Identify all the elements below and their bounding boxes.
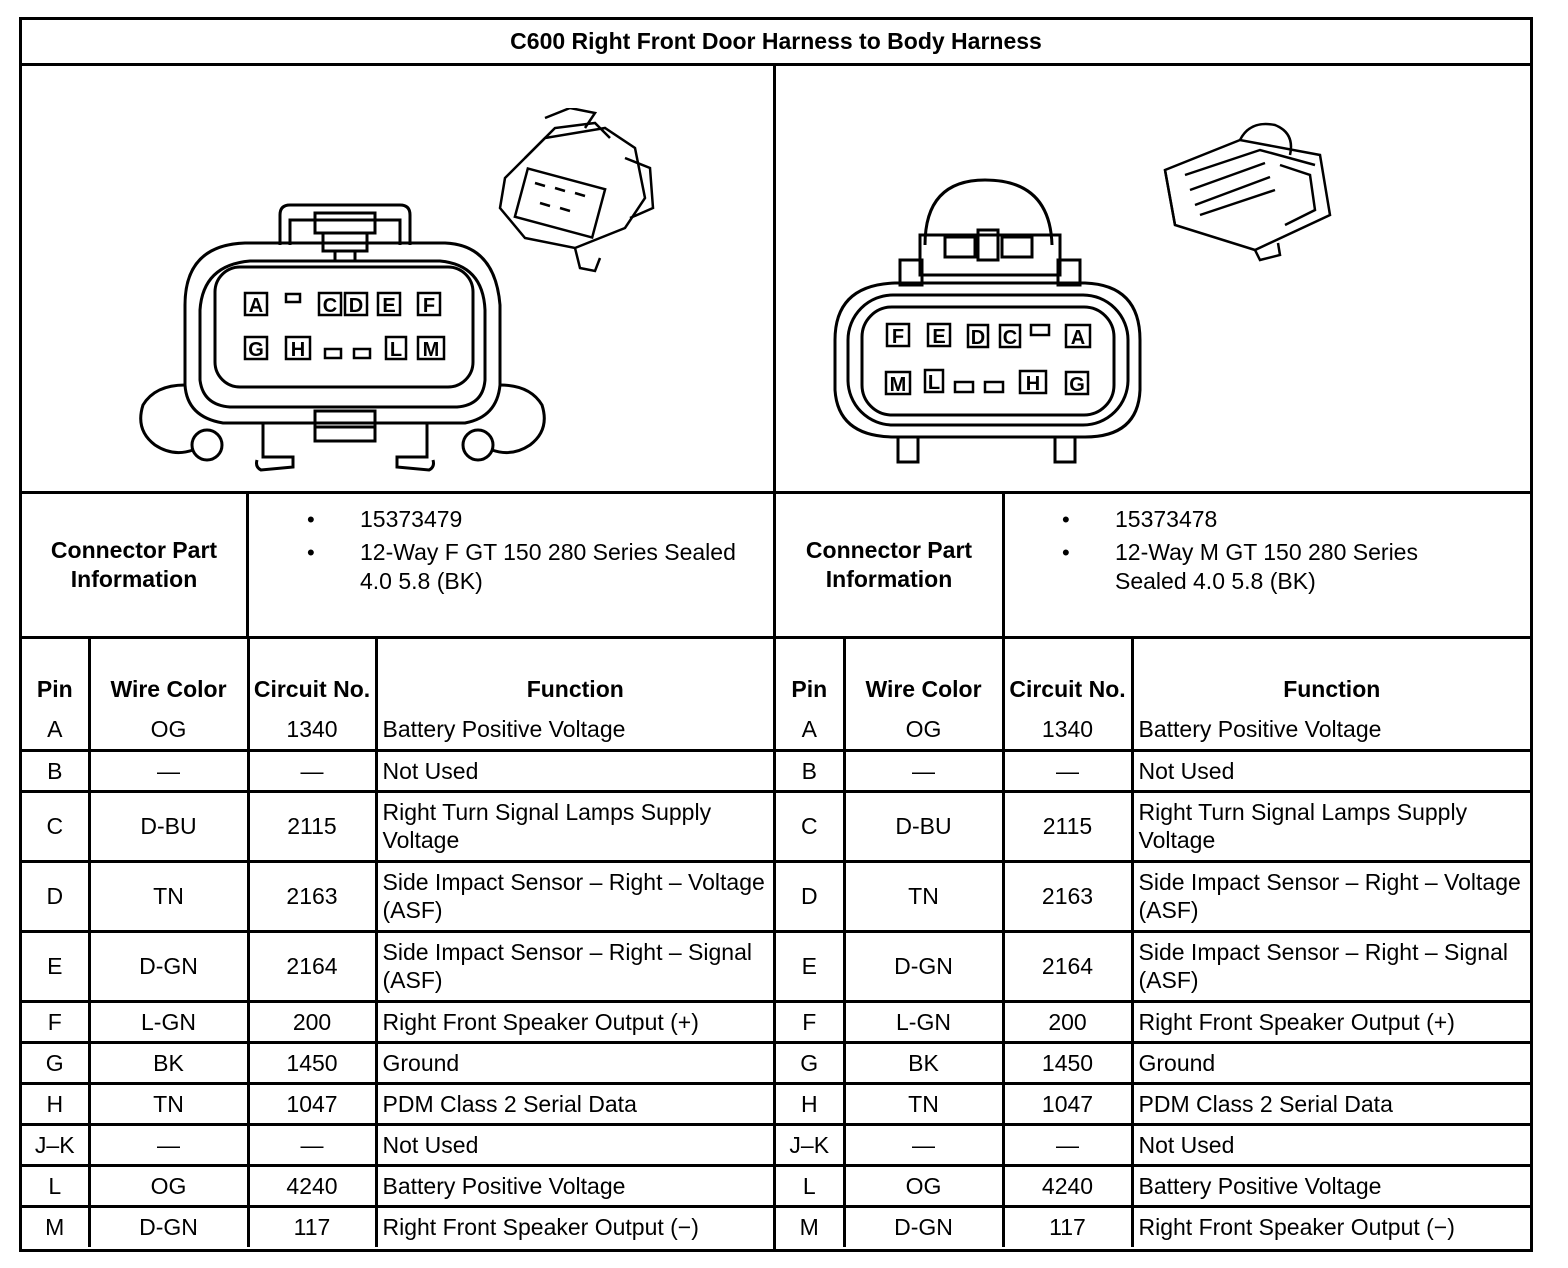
table-row (22, 750, 773, 791)
cell-wire-color: — (844, 750, 1003, 791)
table-row (776, 861, 1530, 931)
cell-function: Right Front Speaker Output (+) (382, 1008, 699, 1035)
cell-pin: G (22, 1042, 89, 1083)
cell-wire-color: D-BU (844, 791, 1003, 861)
table-row (22, 1165, 773, 1206)
part-description: • 12-Way M GT 150 280 Series Sealed 4.0 5.8 (BK) (1065, 538, 1445, 596)
table-row (776, 709, 1530, 750)
cell-wire-color: TN (844, 1083, 1003, 1124)
cell-circuit: 2163 (248, 861, 376, 931)
cell-pin: D (22, 861, 89, 931)
pin-label-c: C (1002, 327, 1018, 349)
header-function: Function (526, 676, 624, 702)
table-row (776, 1165, 1530, 1206)
pin-label-g: G (248, 339, 264, 361)
cell-function: Right Front Speaker Output (−) (382, 1214, 699, 1241)
cell-circuit: — (1003, 750, 1132, 791)
cell-wire-color: D-BU (89, 791, 248, 861)
pin-label-m: M (422, 339, 440, 361)
cell-function: Ground (1138, 1049, 1216, 1076)
cell-wire-color: D-GN (844, 1206, 1003, 1247)
cell-function: Battery Positive Voltage (1138, 1172, 1382, 1199)
cell-circuit: 1340 (248, 709, 376, 750)
cell-circuit: — (248, 750, 376, 791)
cell-circuit: 1450 (1003, 1042, 1132, 1083)
pin-label-f: F (422, 295, 436, 317)
cell-pin: J–K (22, 1124, 89, 1165)
page-title: C600 Right Front Door Harness to Body Harness (510, 27, 1042, 54)
cell-circuit: 4240 (248, 1165, 376, 1206)
cell-wire-color: BK (89, 1042, 248, 1083)
cell-circuit: — (248, 1124, 376, 1165)
pin-label-l: L (389, 339, 403, 361)
cell-circuit: 1047 (1003, 1083, 1132, 1124)
cell-pin: E (776, 931, 844, 1001)
connector-part-info-list (310, 505, 770, 600)
cell-wire-color: OG (844, 709, 1003, 750)
cell-wire-color: D-GN (844, 931, 1003, 1001)
table-row (22, 709, 773, 750)
cell-wire-color: OG (844, 1165, 1003, 1206)
cell-function: PDM Class 2 Serial Data (382, 1090, 637, 1117)
header-function: Function (1283, 676, 1381, 702)
divider (246, 491, 249, 638)
cell-function: Not Used (1138, 1131, 1235, 1158)
table-row (776, 931, 1530, 1001)
header-wire-color: Wire Color (844, 639, 1003, 709)
table-row (776, 750, 1530, 791)
pin-label-c: C (322, 295, 338, 317)
connector-part-info-label: Connector Part Information (805, 537, 973, 592)
cell-function: Right Turn Signal Lamps Supply Voltage (1138, 799, 1468, 853)
cell-wire-color: — (844, 1124, 1003, 1165)
cell-pin: E (22, 931, 89, 1001)
pin-label-g: G (1069, 374, 1085, 396)
cell-pin: F (22, 1001, 89, 1042)
pin-label-h: H (290, 339, 306, 361)
cell-circuit: 1340 (1003, 709, 1132, 750)
pin-label-e: E (382, 295, 396, 317)
cell-wire-color: L-GN (844, 1001, 1003, 1042)
cell-function: Right Front Speaker Output (−) (1138, 1214, 1455, 1241)
pin-label-e: E (932, 326, 946, 348)
cell-wire-color: TN (844, 861, 1003, 931)
cell-function: Ground (382, 1049, 460, 1076)
cell-function: Not Used (382, 757, 479, 784)
table-row (22, 861, 773, 931)
male-connector-face-diagram (830, 175, 1150, 470)
cell-pin: M (776, 1206, 844, 1247)
pin-label-m: M (889, 374, 907, 396)
cell-wire-color: OG (89, 1165, 248, 1206)
cell-circuit: 117 (1003, 1206, 1132, 1247)
cell-pin: G (776, 1042, 844, 1083)
cell-pin: C (776, 791, 844, 861)
cell-wire-color: D-GN (89, 1206, 248, 1247)
cell-circuit: 2115 (1003, 791, 1132, 861)
connector-part-info-list (1065, 505, 1445, 600)
cell-pin: B (22, 750, 89, 791)
cell-pin: C (22, 791, 89, 861)
pin-label-a: A (248, 295, 264, 317)
table-row (776, 1124, 1530, 1165)
pin-label-d: D (970, 327, 986, 349)
cell-function: Not Used (1138, 757, 1235, 784)
table-row (776, 791, 1530, 861)
cell-wire-color: TN (89, 861, 248, 931)
cell-pin: L (776, 1165, 844, 1206)
cell-wire-color: OG (89, 709, 248, 750)
divider (1002, 491, 1005, 638)
cell-pin: H (776, 1083, 844, 1124)
part-number: • 15373478 (1065, 505, 1445, 534)
cell-circuit: 1047 (248, 1083, 376, 1124)
cell-circuit: 2164 (248, 931, 376, 1001)
header-circuit: Circuit No. (248, 639, 376, 709)
cell-pin: L (22, 1165, 89, 1206)
cell-function: Battery Positive Voltage (382, 715, 626, 742)
cell-pin: A (776, 709, 844, 750)
pin-label-l: L (927, 372, 941, 394)
part-description: • 12-Way F GT 150 280 Series Sealed 4.0 5.8 (BK) (310, 538, 770, 596)
cell-pin: M (22, 1206, 89, 1247)
cell-circuit: 2163 (1003, 861, 1132, 931)
female-connector-3d-sketch (485, 108, 665, 278)
cell-wire-color: BK (844, 1042, 1003, 1083)
cell-wire-color: — (89, 750, 248, 791)
cell-circuit: — (1003, 1124, 1132, 1165)
pin-label-h: H (1025, 373, 1041, 395)
table-row (22, 1124, 773, 1165)
cell-function: Side Impact Sensor – Right – Signal (ASF) (1138, 939, 1508, 993)
cell-wire-color: D-GN (89, 931, 248, 1001)
cell-function: Right Front Speaker Output (+) (1138, 1008, 1455, 1035)
cell-wire-color: — (89, 1124, 248, 1165)
cell-circuit: 4240 (1003, 1165, 1132, 1206)
male-connector-3d-sketch (1160, 115, 1340, 270)
table-row (22, 1001, 773, 1042)
cell-function: Side Impact Sensor – Right – Voltage (ASF) (382, 869, 765, 923)
cell-circuit: 117 (248, 1206, 376, 1247)
header-circuit: Circuit No. (1003, 639, 1132, 709)
pin-table-male (776, 639, 1530, 1247)
cell-pin: B (776, 750, 844, 791)
cell-pin: D (776, 861, 844, 931)
connector-part-info-label: Connector Part Information (50, 537, 218, 592)
cell-circuit: 1450 (248, 1042, 376, 1083)
cell-circuit: 200 (248, 1001, 376, 1042)
cell-function: Not Used (382, 1131, 479, 1158)
cell-pin: F (776, 1001, 844, 1042)
table-row (776, 1083, 1530, 1124)
cell-function: Side Impact Sensor – Right – Signal (ASF) (382, 939, 752, 993)
pin-label-d: D (348, 295, 364, 317)
table-row (776, 1206, 1530, 1247)
table-row (22, 791, 773, 861)
header-pin: Pin (776, 639, 844, 709)
pin-label-a: A (1070, 327, 1086, 349)
cell-function: Battery Positive Voltage (1138, 715, 1382, 742)
cell-circuit: 200 (1003, 1001, 1132, 1042)
cell-wire-color: TN (89, 1083, 248, 1124)
cell-pin: J–K (776, 1124, 844, 1165)
cell-circuit: 2115 (248, 791, 376, 861)
cell-pin: H (22, 1083, 89, 1124)
divider (19, 63, 1533, 66)
table-row (776, 1001, 1530, 1042)
table-row (22, 1042, 773, 1083)
cell-circuit: 2164 (1003, 931, 1132, 1001)
pin-table-female (22, 639, 773, 1247)
header-wire-color: Wire Color (89, 639, 248, 709)
pin-label-f: F (891, 326, 905, 348)
table-row (22, 931, 773, 1001)
cell-function: PDM Class 2 Serial Data (1138, 1090, 1393, 1117)
table-row (22, 1206, 773, 1247)
header-pin: Pin (22, 639, 89, 709)
part-number: • 15373479 (310, 505, 770, 534)
table-row (22, 1083, 773, 1124)
table-row (776, 1042, 1530, 1083)
cell-wire-color: L-GN (89, 1001, 248, 1042)
cell-function: Right Turn Signal Lamps Supply Voltage (382, 799, 712, 853)
cell-function: Battery Positive Voltage (382, 1172, 626, 1199)
cell-function: Side Impact Sensor – Right – Voltage (ASF) (1138, 869, 1521, 923)
cell-pin: A (22, 709, 89, 750)
